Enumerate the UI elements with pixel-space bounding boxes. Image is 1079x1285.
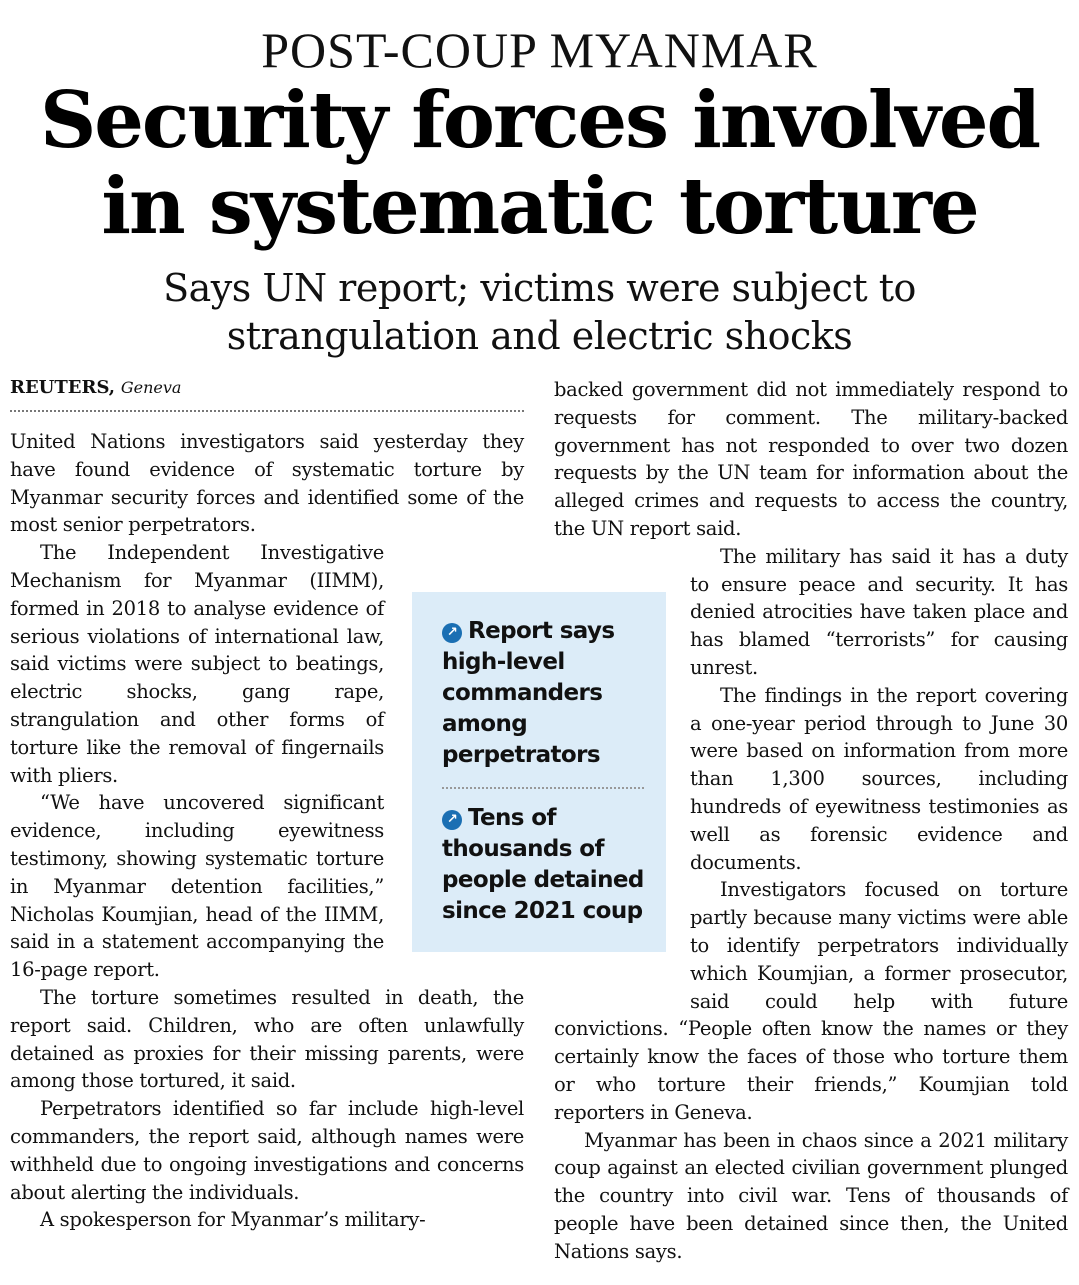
paragraph: Myanmar has been in chaos since a 2021 military coup against an elected civilian government plunged the country into civil war. Tens of thousands of people have been detained since then, the United Nations says. (554, 1128, 1068, 1263)
paragraph: The military has said it has a duty to ensure peace and security. It has denied atrocities have taken place and has blamed “terrorists” for causing unrest. (690, 544, 1068, 679)
paragraph: United Nations investigators said yesterday they have found evidence of systematic torture by Myanmar security forces and identified some of the most senior perpetrators. (10, 430, 524, 537)
paragraph: Perpetrators identified so far include high-level commanders, the report said, although names were withheld due to ongoing investigations and concerns about alerting the individuals. (10, 1097, 524, 1204)
byline-agency: REUTERS, (10, 377, 116, 398)
paragraph: The torture sometimes resulted in death, the report said. Children, who are often unlawfully detained as proxies for their missing parents, were among those tortured, it said. (10, 985, 524, 1093)
callout-item (442, 803, 644, 927)
callout-item (442, 616, 644, 771)
headline (0, 75, 1079, 252)
deck-line-1: Says UN report; victims were subject to (163, 266, 916, 310)
headline-line-1: Security forces involved (39, 75, 1040, 166)
callout-divider (442, 787, 644, 789)
paragraph: The Independent Investigative Mechanism for Myanmar (IIMM), formed in 2018 to analyse evidence of serious violations of international law, said victims were subject to beatings, electric shocks, gang rape, strangulation and other forms of torture like the removal of fingernails with pliers. (10, 541, 384, 787)
paragraph: The findings in the report covering a one-year period through to June 30 were based on information from more than 1,300 sources, including hundreds of eyewitness testimonies as well as forensic evidence and documents. (690, 683, 1068, 874)
callout-text: Report says high-level commanders among perpetrators (442, 618, 615, 768)
kicker: POST-COUP MYANMAR (261, 22, 818, 78)
byline-divider (10, 410, 524, 412)
paragraph: “We have uncovered significant evidence, including eyewitness testimony, showing systematic torture in Myanmar detention facilities,” Nicholas Koumjian, head of the IIMM, said in a statement accompanying the 16-page report. (10, 791, 384, 982)
paragraph: A spokesperson for Myanmar’s military- (40, 1208, 426, 1232)
arrow-up-right-icon: ↗ (442, 623, 462, 643)
paragraph: backed government did not immediately respond to requests for comment. The military-backed government has not responded to over two dozen requests by the UN team for information about the alleged crimes and requests to access the country, the UN report said. (554, 378, 1068, 540)
byline-place: Geneva (120, 378, 182, 397)
byline (10, 376, 524, 400)
callout-text: Tens of thousands of people detained since 2021 coup (442, 805, 644, 924)
deck (0, 264, 1079, 360)
arrow-up-right-icon: ↗ (442, 810, 462, 830)
paragraph: Investigators focused on torture partly because many victims were able to identify perpetrators individually which Koumjian, a former prosecutor, said could help with future convictions. “People often know the names or they certainly know the faces of those who torture them or who torture their friends,” Koumjian told reporters in Geneva. (554, 878, 1068, 1124)
highlights-callout (412, 592, 666, 952)
headline-line-2: in systematic torture (101, 161, 978, 252)
deck-line-2: strangulation and electric shocks (226, 314, 853, 358)
